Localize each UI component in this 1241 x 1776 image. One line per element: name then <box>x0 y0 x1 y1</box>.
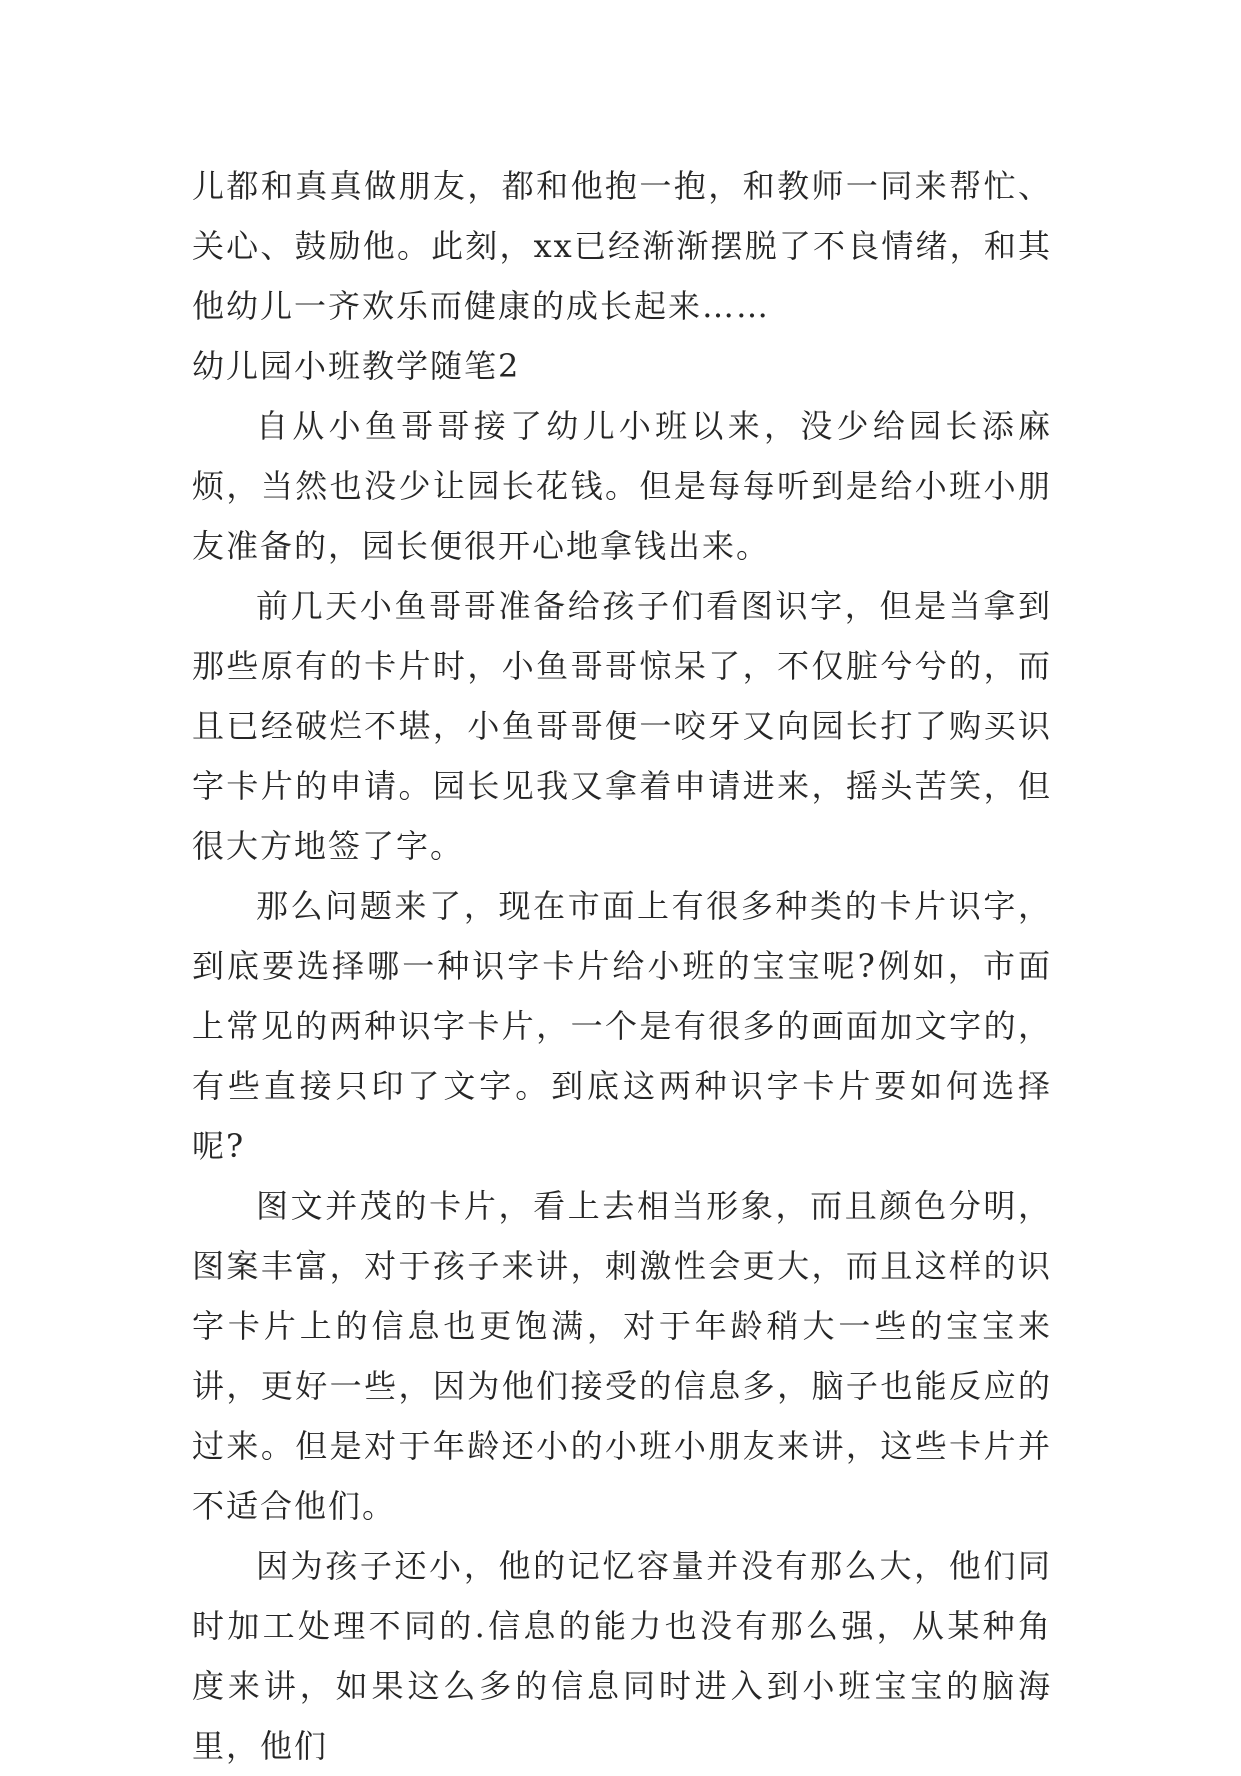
paragraph-continuation: 儿都和真真做朋友，都和他抱一抱，和教师一同来帮忙、关心、鼓励他。此刻，xx已经渐渐摆脱了不良情绪，和其他幼儿一齐欢乐而健康的成长起来…… <box>192 167 1052 325</box>
paragraph: 那么问题来了，现在市面上有很多种类的卡片识字，到底要选择哪一种识字卡片给小班的宝宝呢?例如，市面上常见的两种识字卡片，一个是有很多的画面加文字的，有些直接只印了文字。到底这两种识字卡片要如何选择呢? <box>192 887 1052 1165</box>
document-body <box>192 156 1052 1776</box>
paragraph: 自从小鱼哥哥接了幼儿小班以来，没少给园长添麻烦，当然也没少让园长花钱。但是每每听到是给小班小朋友准备的，园长便很开心地拿钱出来。 <box>192 407 1052 565</box>
paragraph: 前几天小鱼哥哥准备给孩子们看图识字，但是当拿到那些原有的卡片时，小鱼哥哥惊呆了，不仅脏兮兮的，而且已经破烂不堪，小鱼哥哥便一咬牙又向园长打了购买识字卡片的申请。园长见我又拿着申请进来，摇头苦笑，但很大方地签了字。 <box>192 587 1052 865</box>
paragraph: 因为孩子还小，他的记忆容量并没有那么大，他们同时加工处理不同的.信息的能力也没有那么强，从某种角度来讲，如果这么多的信息同时进入到小班宝宝的脑海里，他们 <box>192 1547 1052 1765</box>
paragraph: 图文并茂的卡片，看上去相当形象，而且颜色分明，图案丰富，对于孩子来讲，刺激性会更大，而且这样的识字卡片上的信息也更饱满，对于年龄稍大一些的宝宝来讲，更好一些，因为他们接受的信息多，脑子也能反应的过来。但是对于年龄还小的小班小朋友来讲，这些卡片并不适合他们。 <box>192 1187 1052 1525</box>
section-heading: 幼儿园小班教学随笔2 <box>192 347 521 385</box>
